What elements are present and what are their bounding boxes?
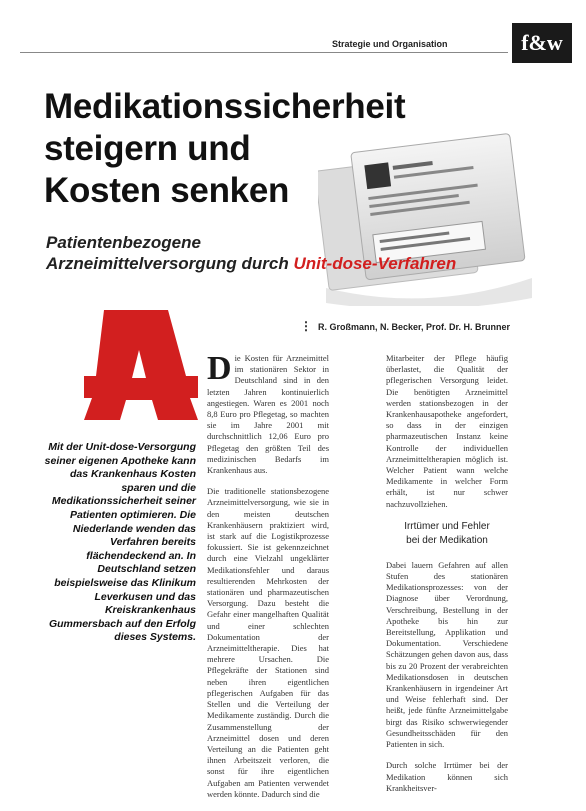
magazine-logo: f&w	[512, 23, 572, 63]
subheading	[386, 520, 508, 548]
paragraph: Durch solche Irrtümer bei der Medikation können sich Krankheitsver-	[386, 760, 508, 793]
header-rule	[20, 52, 508, 53]
subtitle-text: Arzneimittelversorgung durch	[46, 254, 294, 273]
paragraph: Dabei lauern Gefahren auf allen Stufen des stationären Medikationsprozesses: von der Diagnose über Verordnung, Verschreibung, Bestellung in der Apotheke bis hin zur Bereitstellung, Applikation und Dokumentation. Verschiedene Schätzungen gehen davon aus, dass bis zu 20 Prozent der verabreichten Medikationsdosen in deutschen Krankenhäusern in irgendeiner Art und Weise fehlerhaft sind. Der heißt, jede fünfte Arzneimittelgabe birgt das Risiko schwerwiegender Gesundheitsschäden für den Patienten in sich.	[386, 559, 508, 750]
article-subtitle	[46, 232, 526, 274]
article-teaser: Mit der Unit-dose-Versorgung seiner eigenen Apotheke kann das Krankenhaus Kosten sparen und die Medikationssicherheit seiner Patienten optimieren. Die Niederlande wenden das Verfahren bereits flächendeckend an. In Deutschland setzen beispielsweise das Klinikum Leverkusen und das Kreiskrankenhaus Gummersbach auf den Erfolg dieses Systems.	[44, 441, 196, 644]
paragraph-text: ie Kosten für Arzneimittel im stationären Sektor in Deutschland sind in den letzten Jahren kontinuierlich angestiegen. Waren es 2001 noch 8,8 Euro pro Pflegetag, so machten sie im Jahre 2001 mit durchschnittlich 12,06 Euro pro Pflegetag den größten Teil des medizinischen Bedarfs im Krankenhaus aus.	[207, 353, 329, 476]
paragraph: Die traditionelle stationsbezogene Arzneimittelversorgung, wie sie in den meisten deutschen Krankenhäusern praktiziert wird, ist stark auf die Logistikprozesse fokussiert. Sie ist gekennzeichnet durch eine Vielzahl ungeklärter Medikationsfehler und daraus resultierenden Mehrkosten der stationären und pharmazeutischen Versorgung. Dazu besteht die Gefahr einer mangelhaften Qualität und einer schlechten Dokumentation der Arzneimitteltherapie. Dies hat mehrere Ursachen. Die Pflegekräfte der Stationen sind neben ihren eigentlichen pflegerischen Aufgaben für das Stellen und die Verteilung der Medikamente zuständig. Durch die Zusammenstellung der Arzneimittel dosen und deren Verteilung an die Patienten geht ihnen Arbeitszeit verloren, die sonst für ihre eigentlichen Aufgaben am Patienten verwendet werden könnte. Dadurch sind die	[207, 486, 329, 799]
apotheke-a-logo	[82, 304, 200, 422]
subtitle-line	[46, 253, 526, 274]
body-column-1	[207, 350, 329, 810]
body-column-2	[386, 353, 508, 804]
paragraph	[207, 350, 329, 476]
title-line: Kosten senken	[44, 171, 290, 210]
drop-cap: D	[207, 350, 232, 387]
title-line: Medikationssicherheit	[44, 87, 406, 126]
subheading-line: bei der Medikation	[406, 534, 488, 546]
article-title	[44, 86, 404, 212]
author-marker-icon: ⋮	[300, 319, 312, 333]
subtitle-highlight: Unit-dose-Verfahren	[293, 254, 457, 273]
author-line	[300, 319, 510, 333]
section-label: Strategie und Organisation	[332, 39, 448, 49]
subheading-line: Irrtümer und Fehler	[404, 520, 490, 532]
title-line: steigern und	[44, 129, 251, 168]
subtitle-line: Patientenbezogene	[46, 233, 201, 252]
author-names: R. Großmann, N. Becker, Prof. Dr. H. Brunner	[318, 322, 511, 332]
paragraph: Mitarbeiter der Pflege häufig überlastet, die Qualität der pflegerischen Versorgung leidet. Die benötigten Arzneimittel werden stationsbezogen in der Krankenhausapotheke angefordert, so dass in der einzigen pharmazeutischen Instanz keine Kontrolle der individuellen Arzneimitteltherapien möglich ist. Welcher Patient wann welche Medikamente in welcher Form erhält, ist nur schwer nachzuvollziehen.	[386, 353, 508, 509]
